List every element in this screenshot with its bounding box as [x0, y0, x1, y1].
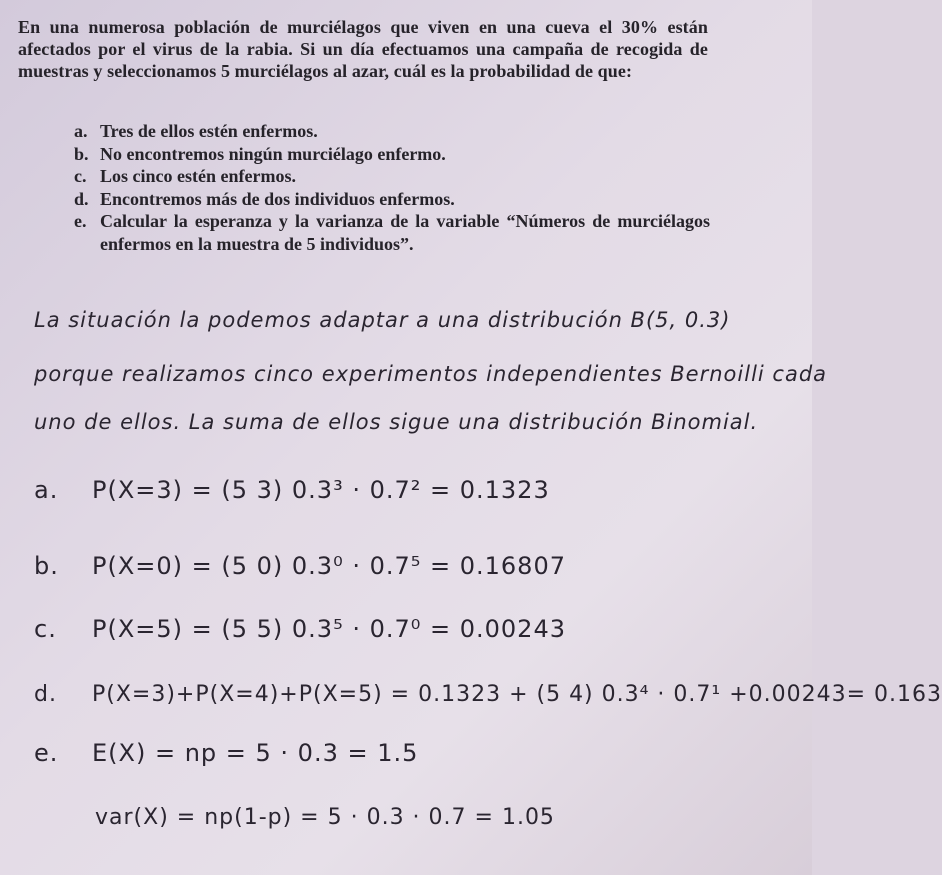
- item-letter: d.: [74, 188, 89, 209]
- item-text: No encontremos ningún murciélago enfermo.: [100, 143, 446, 164]
- answer-a-label: a.: [34, 476, 59, 504]
- answer-c-equation: P(X=5) = (5 5) 0.3⁵ · 0.7⁰ = 0.00243: [92, 615, 566, 643]
- answer-d-equation: P(X=3)+P(X=4)+P(X=5) = 0.1323 + (5 4) 0.3⁴ · 0.7¹ +0.00243= 0.163: [92, 682, 942, 707]
- item-text: Calcular la esperanza y la varianza de la variable “Números de murciélagos enfermos en la muestra de 5 individuos”.: [100, 211, 710, 254]
- problem-item-e: [74, 210, 710, 255]
- problem-item-b: [74, 143, 710, 166]
- handwritten-intro-line-1: La situación la podemos adaptar a una distribución B(5, 0.3): [34, 308, 731, 332]
- handwritten-intro-line-2: porque realizamos cinco experimentos independientes Bernoilli cada: [34, 362, 828, 386]
- item-letter: e.: [74, 211, 87, 231]
- answer-e: [34, 739, 418, 767]
- answer-b: [34, 552, 566, 580]
- answer-d: [34, 682, 942, 707]
- problem-text: En una numerosa población de murciélagos que viven en una cueva el 30% están afectados por el virus de la rabia. Si un día efectuamos una campaña de recogida de muestras y seleccionamos 5 murciélagos al azar, cuál es la probabilidad de que:: [18, 17, 708, 81]
- answer-e-variance: var(X) = np(1-p) = 5 · 0.3 · 0.7 = 1.05: [95, 805, 555, 830]
- item-text: Encontremos más de dos individuos enfermos.: [100, 188, 455, 209]
- answer-a-equation: P(X=3) = (5 3) 0.3³ · 0.7² = 0.1323: [92, 476, 550, 504]
- item-text: Los cinco estén enfermos.: [100, 166, 296, 186]
- answer-b-label: b.: [34, 552, 59, 580]
- answer-d-label: d.: [34, 682, 57, 707]
- answer-b-equation: P(X=0) = (5 0) 0.3⁰ · 0.7⁵ = 0.16807: [92, 552, 566, 580]
- item-letter: c.: [74, 166, 87, 186]
- answer-a: [34, 476, 550, 504]
- problem-statement: [18, 16, 708, 82]
- problem-items: [74, 120, 710, 255]
- item-text: Tres de ellos estén enfermos.: [100, 121, 318, 141]
- problem-item-d: [74, 188, 710, 211]
- answer-e-expectation: E(X) = np = 5 · 0.3 = 1.5: [92, 739, 419, 767]
- answer-c-label: c.: [34, 615, 57, 643]
- handwritten-intro-line-3: uno de ellos. La suma de ellos sigue una distribución Binomial.: [34, 410, 759, 434]
- item-letter: b.: [74, 143, 89, 164]
- problem-item-c: [74, 165, 710, 188]
- item-letter: a.: [74, 121, 88, 141]
- answer-c: [34, 615, 566, 643]
- answer-e-label: e.: [34, 739, 59, 767]
- problem-item-a: [74, 120, 710, 143]
